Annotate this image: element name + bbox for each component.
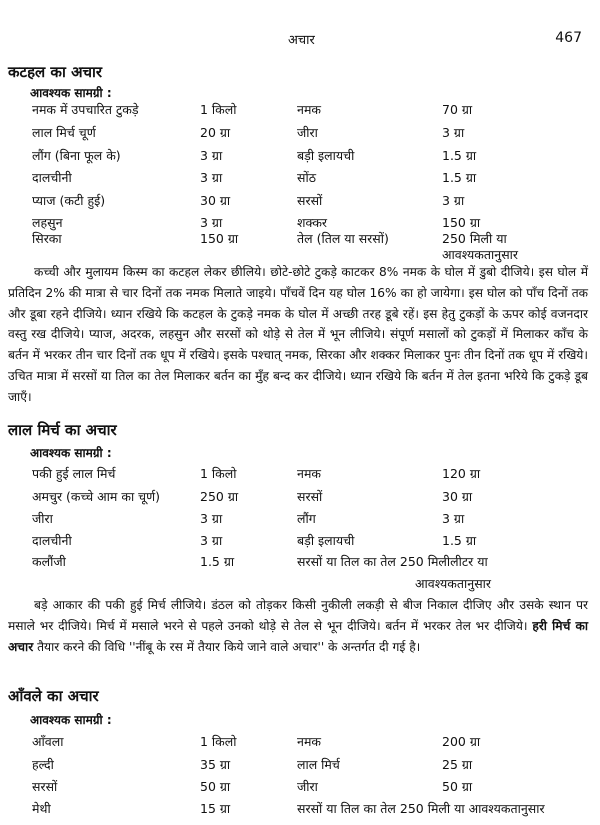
ingredient-qty: 3 ग्रा <box>200 215 223 230</box>
ingredient-name: लाल मिर्च चूर्ण <box>32 125 96 140</box>
paragraph-text: तैयार करने की विधि ''नींबू के रस में तैयार किये जाने वाले अचार'' के अन्तर्गत दी गई है। <box>33 639 421 654</box>
ingredient-name: जीरा <box>297 125 318 140</box>
ingredient-qty: 3 ग्रा <box>442 193 465 208</box>
ingredient-name: नमक <box>297 466 322 481</box>
ingredient-qty: 35 ग्रा <box>200 757 231 772</box>
ingredient-name: हल्दी <box>32 757 54 772</box>
ingredient-qty: 120 ग्रा <box>442 466 481 481</box>
ingredients-label: आवश्यक सामग्री : <box>30 86 112 100</box>
ingredient-qty: 1.5 ग्रा <box>442 148 477 163</box>
ingredient-name: मेथी <box>32 801 51 816</box>
ingredient-name: बड़ी इलायची <box>297 533 355 548</box>
ingredient-name: लाल मिर्च <box>297 757 340 772</box>
ingredient-name: शक्कर <box>297 215 328 230</box>
ingredient-qty: 3 ग्रा <box>442 125 465 140</box>
ingredient-qty: 3 ग्रा <box>442 511 465 526</box>
ingredient-name: सिरका <box>32 231 62 246</box>
ingredient-qty: 3 ग्रा <box>200 533 223 548</box>
ingredient-qty: 3 ग्रा <box>200 148 223 163</box>
ingredient-name: लौंग <box>297 511 316 526</box>
ingredient-row <box>0 169 600 189</box>
ingredient-qty: 1.5 ग्रा <box>442 170 477 185</box>
quantity-note: आवश्यकतानुसार <box>442 247 518 262</box>
ingredient-name: तेल (तिल या सरसों) <box>297 231 389 246</box>
ingredient-name: जीरा <box>32 511 53 526</box>
ingredient-qty: 1.5 ग्रा <box>200 554 235 569</box>
ingredient-row <box>0 553 600 573</box>
section-title: आँवले का अचार <box>8 687 99 705</box>
ingredient-qty: 15 ग्रा <box>200 801 231 816</box>
ingredient-qty: 30 ग्रा <box>200 193 231 208</box>
ingredient-name: सरसों <box>297 193 323 208</box>
ingredient-qty: 1 किलो <box>200 466 237 481</box>
cross-reference-title: हरी मिर्च का अचार <box>8 618 588 654</box>
ingredient-row <box>0 733 600 753</box>
ingredient-name: पकी हुई लाल मिर्च <box>32 466 116 481</box>
ingredient-name: सरसों <box>297 489 323 504</box>
ingredient-name: सरसों या तिल का तेल 250 मिलीलीटर या <box>297 554 488 569</box>
ingredient-name: सरसों या तिल का तेल 250 मिली या आवश्यकतानुसार <box>297 801 545 816</box>
ingredient-qty: 3 ग्रा <box>200 511 223 526</box>
ingredient-qty: 70 ग्रा <box>442 102 473 117</box>
ingredient-row <box>0 147 600 167</box>
ingredients-label: आवश्यक सामग्री : <box>30 446 112 460</box>
ingredient-qty: 250 मिली या <box>442 231 507 246</box>
section-title: लाल मिर्च का अचार <box>8 421 117 439</box>
ingredient-name: सरसों <box>32 779 58 794</box>
running-title: अचार <box>288 33 315 48</box>
ingredient-name: नमक <box>297 102 322 117</box>
ingredient-name: नमक में उपचारित टुकड़े <box>32 102 139 117</box>
ingredient-name: दालचीनी <box>32 170 72 185</box>
ingredient-name: लहसुन <box>32 215 63 230</box>
ingredient-row <box>0 465 600 485</box>
ingredient-qty: 200 ग्रा <box>442 734 481 749</box>
ingredient-row <box>0 124 600 144</box>
ingredient-row <box>0 192 600 212</box>
quantity-note: आवश्यकतानुसार <box>415 576 491 591</box>
ingredient-row <box>0 756 600 776</box>
ingredient-name: जीरा <box>297 779 318 794</box>
ingredient-qty: 3 ग्रा <box>200 170 223 185</box>
ingredient-name: कलौंजी <box>32 554 66 569</box>
ingredient-row <box>0 800 600 820</box>
ingredient-qty: 20 ग्रा <box>200 125 231 140</box>
ingredient-qty: 1 किलो <box>200 102 237 117</box>
ingredients-label: आवश्यक सामग्री : <box>30 713 112 727</box>
ingredient-qty: 50 ग्रा <box>200 779 231 794</box>
ingredient-qty: 25 ग्रा <box>442 757 473 772</box>
ingredient-qty: 50 ग्रा <box>442 779 473 794</box>
ingredient-qty: 150 ग्रा <box>200 231 239 246</box>
ingredient-name: सोंठ <box>297 170 316 185</box>
ingredient-qty: 250 ग्रा <box>200 489 239 504</box>
ingredient-row <box>0 510 600 530</box>
ingredient-name: अमचुर (कच्चे आम का चूर्ण) <box>32 489 161 504</box>
running-header <box>0 30 600 50</box>
ingredient-qty: 30 ग्रा <box>442 489 473 504</box>
method-paragraph <box>8 595 588 657</box>
ingredient-name: लौंग (बिना फूल के) <box>32 148 121 163</box>
ingredient-qty: 150 ग्रा <box>442 215 481 230</box>
ingredient-name: दालचीनी <box>32 533 72 548</box>
paragraph-text: बड़े आकार की पकी हुई मिर्च लीजिये। डंठल को तोड़कर किसी नुकीली लकड़ी से बीज निकाल दीजिए और उसके स्थान पर मसाले भर दीजिये। मिर्च में मसाले भरने से पहले उनको थोड़े से तेल से भून दीजिये। बर्तन में भरकर तेल भर दीजिये। <box>8 598 588 633</box>
ingredient-qty: 1 किलो <box>200 734 237 749</box>
section-title: कटहल का अचार <box>8 63 103 81</box>
ingredient-name: आँवला <box>32 734 64 749</box>
ingredient-name: बड़ी इलायची <box>297 148 355 163</box>
ingredient-name: प्याज (कटी हुई) <box>32 193 106 208</box>
page-number: 467 <box>555 30 582 46</box>
ingredient-row <box>0 488 600 508</box>
ingredient-row <box>0 532 600 552</box>
method-paragraph: कच्ची और मुलायम किस्म का कटहल लेकर छीलिये। छोटे-छोटे टुकड़े काटकर 8% नमक के घोल में डुबो दीजिये। इस घोल में प्रतिदिन 2% की मात्रा से चार दिनों तक नमक मिलाते जाइये। पाँचवें दिन यह घोल 16% का हो जायेगा। इस घोल को पाँच दिनों तक और डूबा रहने दीजिये। ध्यान रखिये कि कटहल के टुकड़े नमक के घोल में अच्छी तरह डूबे रहें। इस हेतु टुकड़ों के ऊपर कोई वजनदार वस्तु रख दीजिये। प्याज, अदरक, लहसुन और सरसों को थोड़े से तेल में भून लीजिये। संपूर्ण मसालों को टुकड़ों में मिलाकर काँच के बर्तन में भरकर तीन चार दिनों तक धूप में रखिये। इसके पश्चात् नमक, सिरका और शक्कर मिलाकर पुनः तीन दिनों तक धूप में रखिये। उचित मात्रा में सरसों या तिल का तेल मिलाकर बर्तन का मुँह बन्द कर दीजिये। ध्यान रखिये कि बर्तन में तेल इतना भरिये कि टुकड़े डूब जाएँ। <box>8 265 588 404</box>
ingredient-name: नमक <box>297 734 322 749</box>
ingredient-row <box>0 101 600 121</box>
ingredient-row <box>0 778 600 798</box>
ingredient-qty: 1.5 ग्रा <box>442 533 477 548</box>
